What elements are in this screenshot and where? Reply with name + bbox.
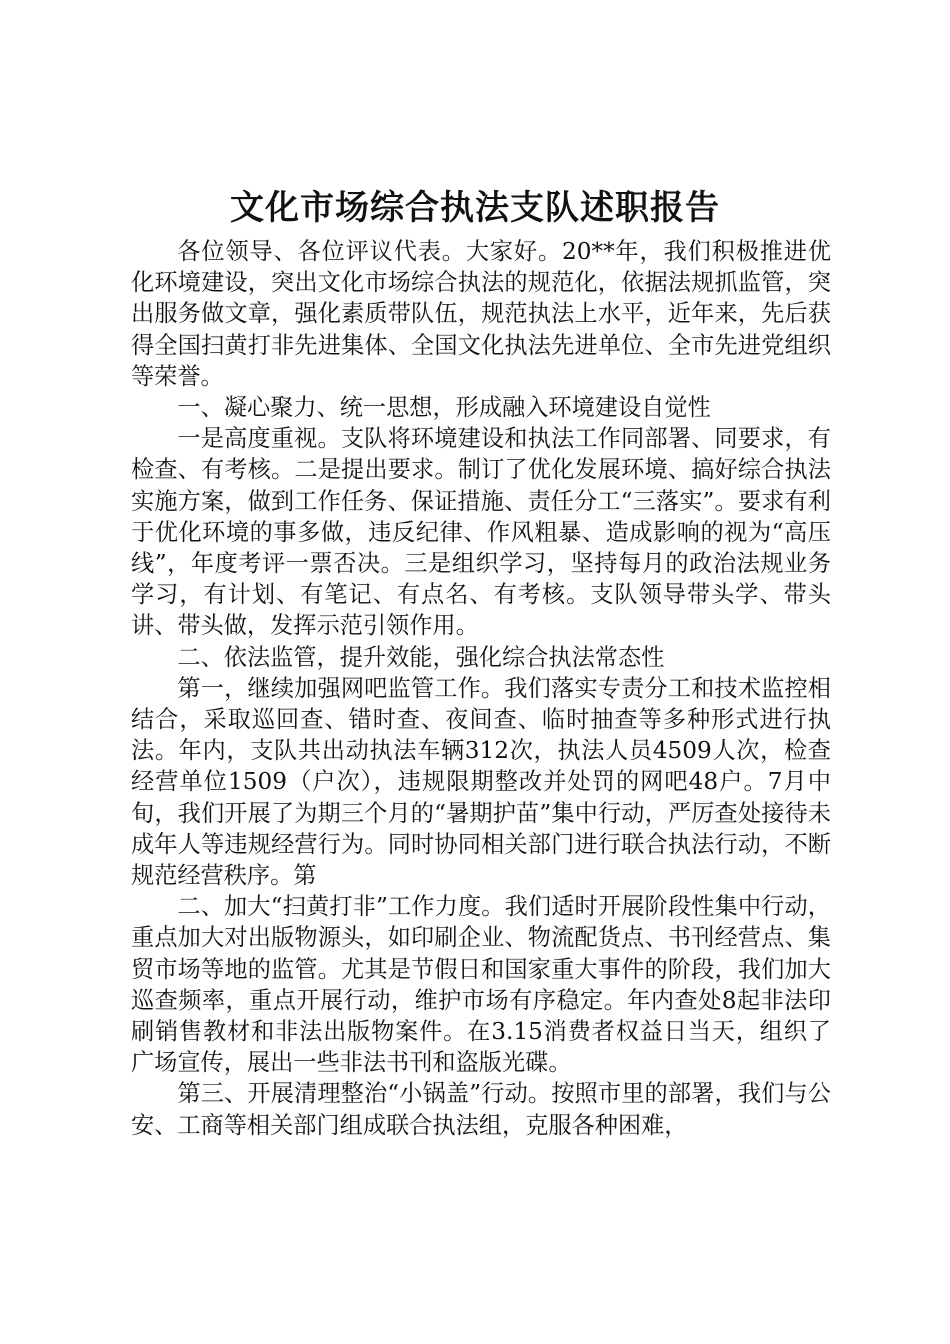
paragraph-opening: 各位领导、各位评议代表。大家好。20**年，我们积极推进优化环境建设，突出文化市场综合执法的规范化，依据法规抓监管，突出服务做文章，强化素质带队伍，规范执法上水平，近年来，先后获得全国扫黄打非先进集体、全国文化执法先进单位、全市先进党组织等荣誉。	[131, 238, 831, 390]
paragraph-internet-cafe: 第一，继续加强网吧监管工作。我们落实专责分工和技术监控相结合，采取巡回查、错时查、夜间查、临时抽查等多种形式进行执法。年内，支队共出动执法车辆312次，执法人员4509人次，检查经营单位1509（户次），违规限期整改并处罚的网吧48户。7月中旬，我们开展了为期三个月的“暑期护苗”集中行动，严厉查处接待未成年人等违规经营行为。同时协同相关部门进行联合执法行动，不断规范经营秩序。第	[131, 674, 831, 890]
document-title: 文化市场综合执法支队述职报告	[230, 188, 720, 228]
paragraph-anti-pornography: 二、加大“扫黄打非”工作力度。我们适时开展阶段性集中行动，重点加大对出版物源头，如印刷企业、物流配货点、书刊经营点、集贸市场等地的监管。尤其是节假日和国家重大事件的阶段，我们加大巡查频率，重点开展行动，维护市场有序稳定。年内查处8起非法印刷销售教材和非法出版物案件。在3.15消费者权益日当天，组织了广场宣传，展出一些非法书刊和盗版光碟。	[131, 893, 831, 1077]
document-body	[131, 236, 831, 1141]
section-heading-2: 二、依法监管，提升效能，强化综合执法常态性	[177, 643, 665, 671]
paragraph-satellite-dish: 第三、开展清理整治“小锅盖”行动。按照市里的部署，我们与公安、工商等相关部门组成联合执法组，克服各种困难，	[131, 1080, 831, 1139]
section-heading-1: 一、凝心聚力、统一思想，形成融入环境建设自觉性	[177, 394, 711, 422]
paragraph-section-1: 一是高度重视。支队将环境建设和执法工作同部署、同要求，有检查、有考核。二是提出要求。制订了优化发展环境、搞好综合执法实施方案，做到工作任务、保证措施、责任分工“三落实”。要求有利于优化环境的事多做，违反纪律、作风粗暴、造成影响的视为“高压线”，年度考评一票否决。三是组织学习，坚持每月的政治法规业务学习，有计划、有笔记、有点名、有考核。支队领导带头学、带头讲、带头做，发挥示范引领作用。	[131, 425, 831, 640]
